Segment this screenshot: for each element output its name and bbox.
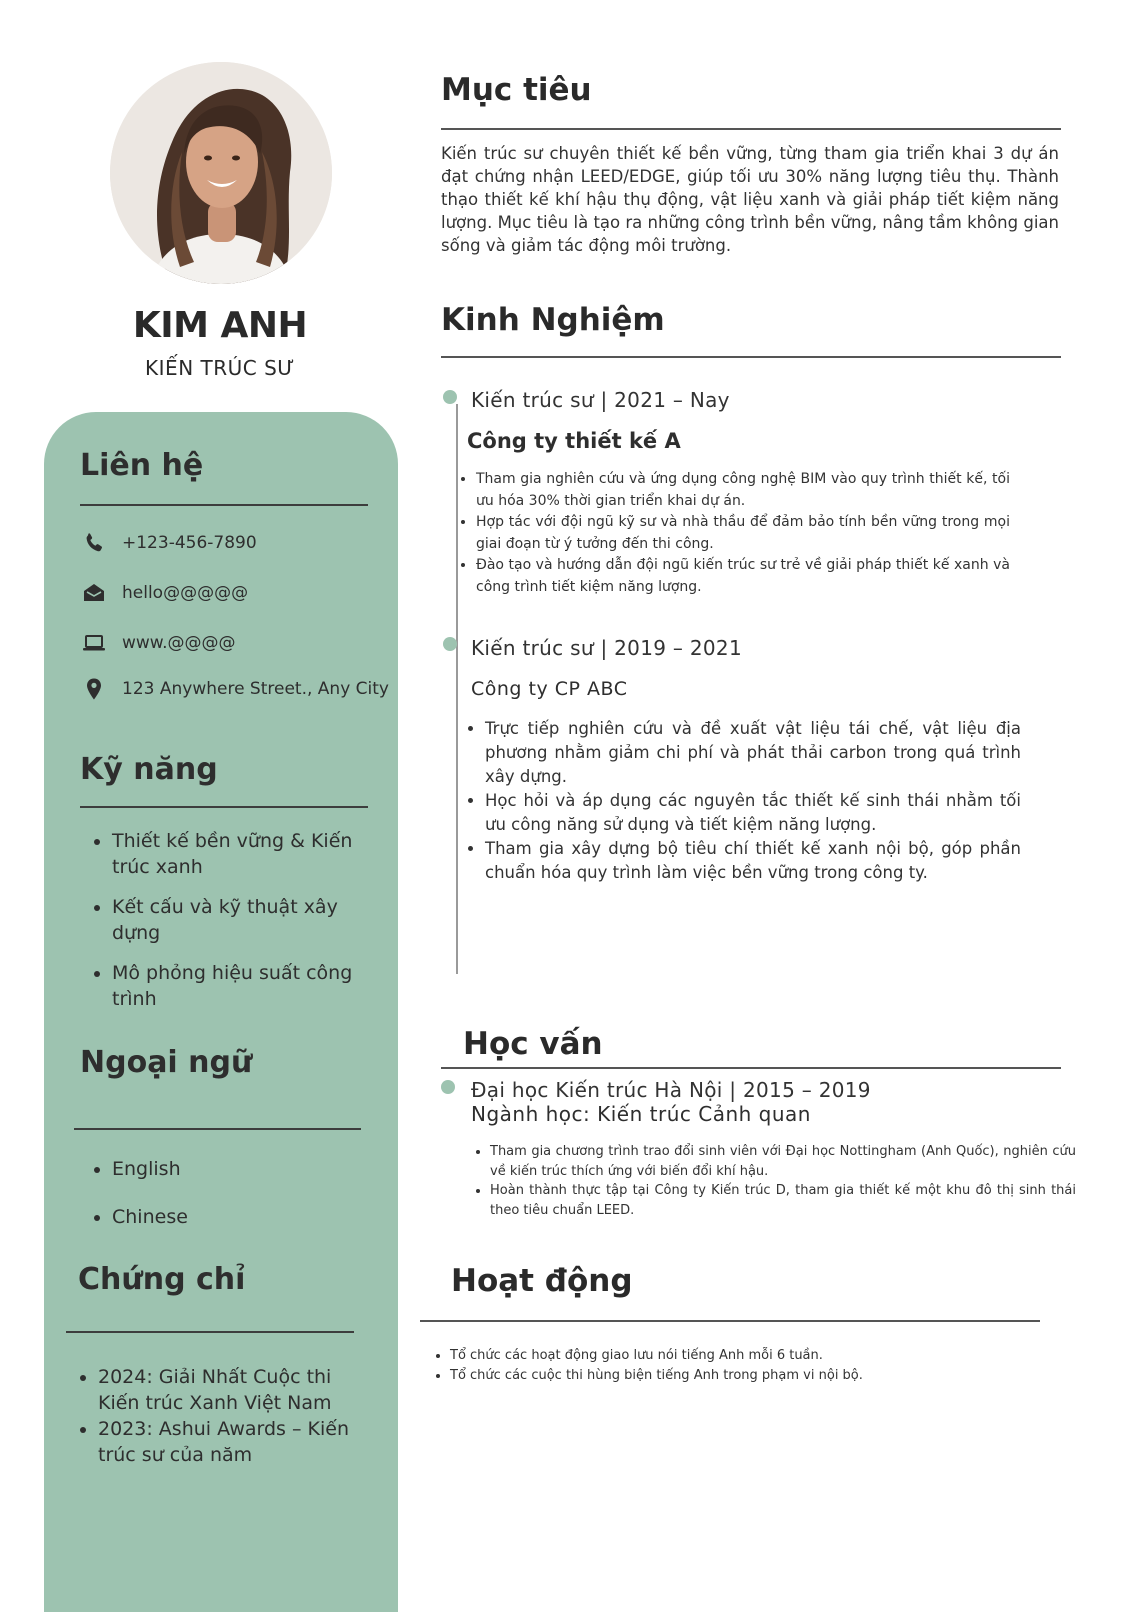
education-heading: Học vấn [463, 1026, 603, 1062]
education-bullet: • Tham gia chương trình trao đổi sinh viên với Đại học Nottingham (Anh Quốc), nghiên cứu về kiến trúc thích ứng với biến đổi khí hậu. [490, 1142, 1076, 1181]
activity-bullet: • Tổ chức các hoạt động giao lưu nói tiếng Anh mỗi 6 tuần. [450, 1346, 1050, 1366]
experience-heading: Kinh Nghiệm [441, 302, 665, 338]
timeline-dot [443, 637, 457, 651]
objective-divider [441, 128, 1061, 130]
contact-phone[interactable] [82, 528, 257, 558]
languages-divider [74, 1128, 361, 1130]
education-bullet: • Hoàn thành thực tập tại Công ty Kiến trúc D, tham gia thiết kế một khu đô thị sinh thái theo tiêu chuẩn LEED. [490, 1181, 1076, 1220]
objective-text: Kiến trúc sư chuyên thiết kế bền vững, từng tham gia triển khai 3 dự án đạt chứng nhận LEED/EDGE, giúp tối ưu 30% năng lượng tiêu thụ. Thành thạo thiết kế khí hậu thụ động, vật liệu xanh và giải pháp tiết kiệm năng lượng. Mục tiêu là tạo ra những công trình bền vững, nâng tầm không gian sống và giảm tác động môi trường. [441, 144, 1059, 255]
job-title: Kiến trúc sư | 2019 – 2021 [471, 636, 742, 660]
certificate-item: • 2023: Ashui Awards – Kiến trúc sư của năm [98, 1416, 368, 1468]
job-bullets [465, 717, 1021, 885]
phone-text: +123-456-7890 [122, 533, 257, 553]
portrait-image [110, 62, 332, 284]
job-bullet: • Học hỏi và áp dụng các nguyên tắc thiết kế sinh thái nhằm tối ưu công năng sử dụng và tiết kiệm năng lượng. [485, 789, 1021, 837]
profile-role: KIẾN TRÚC SƯ [145, 356, 295, 380]
job-bullet: • Trực tiếp nghiên cứu và đề xuất vật liệu tái chế, vật liệu địa phương nhằm giảm chi phí và phát thải carbon trong quá trình xây dựng. [485, 717, 1021, 789]
job-title: Kiến trúc sư | 2021 – Nay [471, 388, 730, 412]
timeline-dot [441, 1080, 455, 1094]
language-item: • Chinese [112, 1204, 382, 1230]
job-bullets [456, 469, 1010, 598]
activities-bullets [430, 1346, 1050, 1385]
skill-item: • Kết cấu và kỹ thuật xây dựng [112, 894, 382, 946]
education-major: Ngành học: Kiến trúc Cảnh quan [471, 1102, 811, 1126]
school-name: Đại học Kiến trúc Hà Nội | 2015 – 2019 [471, 1078, 871, 1102]
contact-address [82, 674, 389, 704]
job-bullet: • Tham gia xây dựng bộ tiêu chí thiết kế xanh nội bộ, góp phần chuẩn hóa quy trình làm việc bền vững trong công ty. [485, 837, 1021, 885]
job-bullet: • Tham gia nghiên cứu và ứng dụng công nghệ BIM vào quy trình thiết kế, tối ưu hóa 30% thời gian triển khai dự án. [476, 469, 1010, 512]
contact-divider [80, 504, 368, 506]
activity-bullet: • Tổ chức các cuộc thi hùng biện tiếng Anh trong phạm vi nội bộ. [450, 1366, 1050, 1386]
contact-website[interactable] [82, 628, 236, 658]
company-name: Công ty thiết kế A [467, 429, 681, 453]
activities-divider [420, 1320, 1040, 1322]
skill-item: • Thiết kế bền vững & Kiến trúc xanh [112, 828, 382, 880]
objective-heading: Mục tiêu [441, 72, 592, 108]
languages-heading: Ngoại ngữ [80, 1045, 253, 1080]
email-text: hello@@@@@ [122, 583, 249, 603]
skills-list [82, 828, 382, 1012]
company-name: Công ty CP ABC [471, 678, 628, 700]
experience-divider [441, 356, 1061, 358]
education-bullets [470, 1142, 1076, 1220]
skill-item: • Mô phỏng hiệu suất công trình [112, 960, 382, 1012]
address-text: 123 Anywhere Street., Any City [122, 679, 389, 699]
contact-heading: Liên hệ [80, 448, 204, 483]
certificates-divider [66, 1331, 354, 1333]
activities-heading: Hoạt động [451, 1263, 633, 1299]
job-bullet: • Hợp tác với đội ngũ kỹ sư và nhà thầu để đảm bảo tính bền vững trong mọi giai đoạn từ ý tưởng đến thi công. [476, 512, 1010, 555]
certificates-heading: Chứng chỉ [78, 1262, 246, 1297]
profile-name: KIM ANH [132, 305, 308, 346]
job-bullet: • Đào tạo và hướng dẫn đội ngũ kiến trúc sư trẻ về giải pháp thiết kế xanh và công trình tiết kiệm năng lượng. [476, 555, 1010, 598]
profile-photo [110, 62, 332, 284]
website-text: www.@@@@ [122, 633, 236, 653]
languages-list [82, 1156, 382, 1230]
education-divider [441, 1067, 1061, 1069]
mail-icon [82, 581, 106, 605]
phone-icon [82, 531, 106, 555]
skills-heading: Kỹ năng [80, 752, 218, 787]
timeline-dot [443, 390, 457, 404]
certificate-item: • 2024: Giải Nhất Cuộc thi Kiến trúc Xanh Việt Nam [98, 1364, 368, 1416]
laptop-icon [82, 631, 106, 655]
contact-email[interactable] [82, 578, 248, 608]
skills-divider [80, 806, 368, 808]
language-item: • English [112, 1156, 382, 1182]
location-pin-icon [82, 677, 106, 701]
certificates-list [68, 1364, 368, 1468]
